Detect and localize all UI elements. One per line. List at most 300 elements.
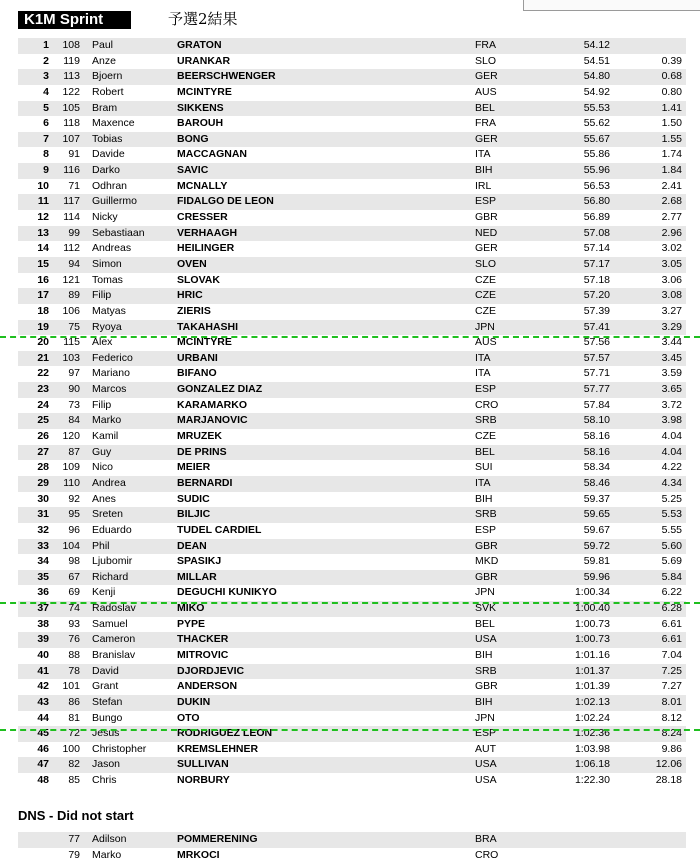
- table-row: [18, 398, 686, 414]
- last-name-cell: CRESSER: [177, 211, 228, 224]
- rank-cell: 32: [37, 523, 49, 536]
- gap-cell: 8.24: [661, 727, 682, 740]
- last-name-cell: DUKIN: [177, 695, 211, 708]
- rank-cell: 43: [37, 695, 49, 708]
- first-name-cell: Guillermo: [92, 195, 137, 208]
- last-name-cell: PYPE: [177, 617, 206, 630]
- bib-cell: 69: [68, 586, 80, 599]
- time-cell: 57.18: [583, 273, 610, 286]
- gap-cell: 0.68: [661, 70, 682, 83]
- bib-cell: 87: [68, 445, 80, 458]
- rank-cell: 30: [37, 492, 49, 505]
- table-row: [18, 101, 686, 117]
- gap-cell: 5.69: [661, 555, 682, 568]
- gap-cell: 6.61: [661, 617, 682, 630]
- rank-cell: 14: [37, 242, 49, 255]
- time-cell: 56.89: [583, 211, 610, 224]
- bib-cell: 106: [62, 304, 80, 317]
- time-cell: 57.14: [583, 242, 610, 255]
- nation-cell: USA: [475, 758, 497, 771]
- time-cell: 58.46: [583, 476, 610, 489]
- nation-cell: USA: [475, 633, 497, 646]
- first-name-cell: Mariano: [92, 367, 130, 380]
- time-cell: 59.65: [583, 508, 610, 521]
- last-name-cell: POMMERENING: [177, 833, 258, 845]
- time-cell: 55.96: [583, 164, 610, 177]
- rank-cell: 42: [37, 680, 49, 693]
- bib-cell: 72: [68, 727, 80, 740]
- nation-cell: SRB: [475, 664, 497, 677]
- table-row: [18, 320, 686, 336]
- last-name-cell: MRUZEK: [177, 430, 222, 443]
- nation-cell: AUS: [475, 336, 497, 349]
- nation-cell: CRO: [475, 848, 499, 861]
- table-row: [18, 210, 686, 226]
- first-name-cell: Grant: [92, 680, 119, 693]
- bib-cell: 103: [62, 351, 80, 364]
- table-row: [18, 163, 686, 179]
- nation-cell: CZE: [475, 304, 496, 317]
- bib-cell: 99: [68, 226, 80, 239]
- gap-cell: 2.68: [661, 195, 682, 208]
- last-name-cell: HRIC: [177, 289, 203, 302]
- gap-cell: 3.06: [661, 273, 682, 286]
- gap-cell: 6.22: [661, 586, 682, 599]
- first-name-cell: Kenji: [92, 586, 116, 599]
- time-cell: 1:03.98: [574, 742, 610, 755]
- table-row: [18, 664, 686, 680]
- nation-cell: BIH: [475, 164, 493, 177]
- bib-cell: 122: [62, 85, 80, 98]
- nation-cell: ITA: [475, 476, 491, 489]
- first-name-cell: Bjoern: [92, 70, 123, 83]
- bib-cell: 113: [63, 70, 80, 83]
- last-name-cell: ZIERIS: [177, 304, 211, 317]
- rank-cell: 37: [37, 602, 49, 615]
- time-cell: 54.51: [583, 54, 610, 67]
- nation-cell: MKD: [475, 555, 499, 568]
- bib-cell: 109: [62, 461, 80, 474]
- first-name-cell: Samuel: [92, 617, 128, 630]
- last-name-cell: RODRIGUEZ LEON: [177, 727, 273, 740]
- first-name-cell: Andrea: [92, 476, 126, 489]
- first-name-cell: Kamil: [92, 430, 119, 443]
- last-name-cell: BEERSCHWENGER: [177, 70, 276, 83]
- round-subtitle: 予選2結果: [168, 10, 238, 28]
- time-cell: 1:02.24: [574, 711, 610, 724]
- bib-cell: 101: [62, 680, 80, 693]
- bib-cell: 85: [68, 774, 80, 787]
- rank-cell: 18: [37, 304, 49, 317]
- table-row: [18, 460, 686, 476]
- time-cell: 1:02.36: [574, 727, 610, 740]
- first-name-cell: Adilson: [92, 833, 127, 845]
- time-cell: 57.39: [583, 304, 610, 317]
- bib-cell: 116: [63, 164, 80, 177]
- bib-cell: 89: [68, 289, 80, 302]
- nation-cell: ESP: [475, 523, 497, 536]
- rank-cell: 9: [43, 164, 49, 177]
- last-name-cell: ANDERSON: [177, 680, 238, 693]
- gap-cell: 5.55: [661, 523, 682, 536]
- gap-cell: 4.04: [661, 430, 682, 443]
- first-name-cell: Simon: [92, 257, 122, 270]
- gap-cell: 5.53: [661, 508, 682, 521]
- gap-cell: 8.01: [661, 695, 682, 708]
- bib-cell: 112: [63, 242, 80, 255]
- nation-cell: ITA: [475, 367, 491, 380]
- table-row: [18, 679, 686, 695]
- gap-cell: 3.05: [661, 257, 682, 270]
- last-name-cell: THACKER: [177, 633, 229, 646]
- gap-cell: 3.45: [661, 351, 682, 364]
- rank-cell: 46: [37, 742, 49, 755]
- time-cell: 58.16: [583, 430, 610, 443]
- first-name-cell: Filip: [92, 289, 112, 302]
- rank-cell: 29: [37, 476, 49, 489]
- rank-cell: 11: [37, 195, 49, 208]
- bib-cell: 81: [68, 711, 80, 724]
- last-name-cell: MCNALLY: [177, 179, 228, 192]
- bib-cell: 93: [68, 617, 80, 630]
- nation-cell: USA: [475, 774, 497, 787]
- last-name-cell: MCINTYRE: [177, 85, 232, 98]
- rank-cell: 1: [43, 39, 49, 51]
- first-name-cell: Paul: [92, 39, 114, 51]
- first-name-cell: Matyas: [92, 304, 126, 317]
- gap-cell: 1.74: [661, 148, 682, 161]
- rank-cell: 25: [37, 414, 49, 427]
- last-name-cell: BILJIC: [177, 508, 211, 521]
- table-row: [18, 773, 686, 789]
- first-name-cell: Branislav: [92, 648, 136, 661]
- rank-cell: 3: [43, 70, 49, 83]
- first-name-cell: Marko: [92, 414, 122, 427]
- nation-cell: BRA: [475, 833, 497, 845]
- gap-cell: 3.27: [661, 304, 682, 317]
- gap-cell: 1.55: [661, 132, 682, 145]
- dns-heading: DNS - Did not start: [18, 808, 134, 823]
- first-name-cell: Bram: [92, 101, 118, 114]
- nation-cell: CRO: [475, 398, 499, 411]
- first-name-cell: Nicky: [92, 211, 118, 224]
- rank-cell: 15: [37, 257, 49, 270]
- time-cell: 59.72: [583, 539, 610, 552]
- time-cell: 57.17: [583, 257, 610, 270]
- last-name-cell: KREMSLEHNER: [177, 742, 259, 755]
- last-name-cell: BONG: [177, 132, 209, 145]
- time-cell: 56.53: [583, 179, 610, 192]
- table-row: [18, 832, 686, 848]
- nation-cell: GER: [475, 70, 498, 83]
- nation-cell: FRA: [475, 39, 496, 51]
- time-cell: 1:01.39: [574, 680, 610, 693]
- time-cell: 1:01.37: [574, 664, 610, 677]
- last-name-cell: MILLAR: [177, 570, 217, 583]
- rank-cell: 38: [37, 617, 49, 630]
- gap-cell: 1.84: [661, 164, 682, 177]
- table-row: [18, 476, 686, 492]
- last-name-cell: OTO: [177, 711, 200, 724]
- time-cell: 1:00.34: [574, 586, 610, 599]
- nation-cell: BEL: [475, 101, 495, 114]
- nation-cell: JPN: [475, 320, 495, 333]
- first-name-cell: Tobias: [92, 132, 123, 145]
- time-cell: 55.67: [583, 132, 610, 145]
- nation-cell: IRL: [475, 179, 492, 192]
- nation-cell: GER: [475, 242, 498, 255]
- first-name-cell: Nico: [92, 461, 114, 474]
- bib-cell: 96: [68, 523, 80, 536]
- rank-cell: 8: [43, 148, 49, 161]
- first-name-cell: Davide: [92, 148, 125, 161]
- table-row: [18, 757, 686, 773]
- table-row: [18, 848, 686, 863]
- time-cell: 57.20: [583, 289, 610, 302]
- last-name-cell: DEAN: [177, 539, 207, 552]
- last-name-cell: TAKAHASHI: [177, 320, 239, 333]
- last-name-cell: GONZALEZ DIAZ: [177, 383, 263, 396]
- rank-cell: 24: [37, 398, 49, 411]
- first-name-cell: Ljubomir: [92, 555, 133, 568]
- gap-cell: 0.39: [661, 54, 682, 67]
- rank-cell: 40: [37, 648, 49, 661]
- time-cell: 57.41: [583, 320, 610, 333]
- bib-cell: 82: [68, 758, 80, 771]
- nation-cell: SLO: [475, 257, 497, 270]
- last-name-cell: GRATON: [177, 39, 222, 51]
- last-name-cell: OVEN: [177, 257, 207, 270]
- first-name-cell: Tomas: [92, 273, 123, 286]
- last-name-cell: MARJANOVIC: [177, 414, 248, 427]
- rank-cell: 34: [37, 555, 49, 568]
- last-name-cell: TUDEL CARDIEL: [177, 523, 262, 536]
- table-row: [18, 147, 686, 163]
- time-cell: 59.37: [583, 492, 610, 505]
- table-row: [18, 742, 686, 758]
- qualification-cutline: [0, 602, 700, 604]
- rank-cell: 27: [37, 445, 49, 458]
- gap-cell: 12.06: [655, 758, 682, 771]
- last-name-cell: SUDIC: [177, 492, 210, 505]
- gap-cell: 5.25: [661, 492, 682, 505]
- bib-cell: 100: [62, 742, 80, 755]
- table-row: [18, 492, 686, 508]
- gap-cell: 4.22: [661, 461, 682, 474]
- first-name-cell: Cameron: [92, 633, 136, 646]
- rank-cell: 36: [37, 586, 49, 599]
- table-row: [18, 554, 686, 570]
- table-row: [18, 179, 686, 195]
- bib-cell: 79: [68, 848, 80, 861]
- bib-cell: 107: [62, 132, 80, 145]
- time-cell: 59.81: [583, 555, 610, 568]
- gap-cell: 1.41: [661, 101, 682, 114]
- gap-cell: 2.96: [661, 226, 682, 239]
- nation-cell: CZE: [475, 430, 496, 443]
- bib-cell: 91: [68, 148, 80, 161]
- first-name-cell: Jesus: [92, 727, 120, 740]
- time-cell: 55.86: [583, 148, 610, 161]
- nation-cell: GBR: [475, 680, 498, 693]
- nation-cell: BEL: [475, 445, 495, 458]
- last-name-cell: URANKAR: [177, 54, 231, 67]
- rank-cell: 16: [37, 273, 49, 286]
- time-cell: 57.77: [583, 383, 610, 396]
- table-row: [18, 69, 686, 85]
- first-name-cell: Darko: [92, 164, 121, 177]
- last-name-cell: MITROVIC: [177, 648, 229, 661]
- time-cell: 54.80: [583, 70, 610, 83]
- bib-cell: 76: [68, 633, 80, 646]
- nation-cell: CZE: [475, 289, 496, 302]
- gap-cell: 3.02: [661, 242, 682, 255]
- last-name-cell: MEIER: [177, 461, 211, 474]
- bib-cell: 92: [68, 492, 80, 505]
- bib-cell: 105: [62, 101, 80, 114]
- nation-cell: GBR: [475, 211, 498, 224]
- time-cell: 1:06.18: [574, 758, 610, 771]
- rank-cell: 12: [37, 211, 49, 224]
- last-name-cell: DEGUCHI KUNIKYO: [177, 586, 277, 599]
- bib-cell: 74: [68, 602, 80, 615]
- nation-cell: ESP: [475, 195, 497, 208]
- gap-cell: 6.28: [661, 602, 682, 615]
- gap-cell: 8.12: [661, 711, 682, 724]
- bib-cell: 73: [68, 398, 80, 411]
- rank-cell: 4: [43, 85, 49, 98]
- gap-cell: 1.50: [661, 117, 682, 130]
- time-cell: 54.12: [583, 39, 610, 51]
- table-row: [18, 445, 686, 461]
- rank-cell: 21: [37, 351, 49, 364]
- rank-cell: 45: [37, 727, 49, 740]
- rank-cell: 19: [37, 320, 49, 333]
- table-row: [18, 273, 686, 289]
- first-name-cell: Filip: [92, 398, 112, 411]
- first-name-cell: Sebastiaan: [92, 226, 145, 239]
- rank-cell: 20: [37, 336, 49, 349]
- last-name-cell: NORBURY: [177, 774, 230, 787]
- rank-cell: 10: [37, 179, 49, 192]
- nation-cell: AUT: [475, 742, 496, 755]
- last-name-cell: FIDALGO DE LEON: [177, 195, 274, 208]
- gap-cell: 6.61: [661, 633, 682, 646]
- last-name-cell: SPASIKJ: [177, 555, 222, 568]
- nation-cell: NED: [475, 226, 498, 239]
- nation-cell: SRB: [475, 508, 497, 521]
- bib-cell: 98: [68, 555, 80, 568]
- table-row: [18, 304, 686, 320]
- table-row: [18, 695, 686, 711]
- table-row: [18, 617, 686, 633]
- gap-cell: 7.04: [661, 648, 682, 661]
- gap-cell: 3.59: [661, 367, 682, 380]
- table-row: [18, 38, 686, 54]
- time-cell: 1:00.40: [574, 602, 610, 615]
- rank-cell: 26: [37, 430, 49, 443]
- last-name-cell: BIFANO: [177, 367, 217, 380]
- bib-cell: 115: [63, 336, 80, 349]
- gap-cell: 9.86: [661, 742, 682, 755]
- time-cell: 57.56: [583, 336, 610, 349]
- first-name-cell: Marko: [92, 848, 122, 861]
- last-name-cell: URBANI: [177, 351, 218, 364]
- table-row: [18, 570, 686, 586]
- first-name-cell: Andreas: [92, 242, 132, 255]
- table-row: [18, 366, 686, 382]
- first-name-cell: Marcos: [92, 383, 127, 396]
- bib-cell: 86: [68, 695, 80, 708]
- results-table: [18, 38, 686, 789]
- nation-cell: GBR: [475, 570, 498, 583]
- table-row: [18, 85, 686, 101]
- last-name-cell: DJORDJEVIC: [177, 664, 245, 677]
- time-cell: 57.57: [583, 351, 610, 364]
- rank-cell: 7: [43, 132, 49, 145]
- window-frame-edge: [523, 0, 700, 11]
- time-cell: 56.80: [583, 195, 610, 208]
- last-name-cell: MIKO: [177, 602, 205, 615]
- last-name-cell: HEILINGER: [177, 242, 235, 255]
- time-cell: 54.92: [583, 85, 610, 98]
- gap-cell: 7.25: [661, 664, 682, 677]
- gap-cell: 7.27: [661, 680, 682, 693]
- first-name-cell: Robert: [92, 85, 124, 98]
- rank-cell: 48: [37, 774, 49, 787]
- last-name-cell: SIKKENS: [177, 101, 224, 114]
- bib-cell: 88: [68, 648, 80, 661]
- last-name-cell: BERNARDI: [177, 476, 233, 489]
- bib-cell: 67: [68, 570, 80, 583]
- first-name-cell: Guy: [92, 445, 112, 458]
- bib-cell: 71: [68, 179, 80, 192]
- time-cell: 57.08: [583, 226, 610, 239]
- first-name-cell: Bungo: [92, 711, 123, 724]
- last-name-cell: KARAMARKO: [177, 398, 247, 411]
- bib-cell: 78: [68, 664, 80, 677]
- time-cell: 1:00.73: [574, 617, 610, 630]
- first-name-cell: Jason: [92, 758, 121, 771]
- table-row: [18, 632, 686, 648]
- gap-cell: 3.08: [661, 289, 682, 302]
- time-cell: 1:22.30: [574, 774, 610, 787]
- nation-cell: GBR: [475, 539, 498, 552]
- bib-cell: 108: [62, 39, 80, 51]
- last-name-cell: SAVIC: [177, 164, 209, 177]
- table-row: [18, 351, 686, 367]
- nation-cell: BIH: [475, 695, 493, 708]
- last-name-cell: SULLIVAN: [177, 758, 229, 771]
- first-name-cell: Federico: [92, 351, 133, 364]
- bib-cell: 90: [68, 383, 80, 396]
- gap-cell: 3.44: [661, 336, 682, 349]
- gap-cell: 2.77: [661, 211, 682, 224]
- time-cell: 1:02.13: [574, 695, 610, 708]
- time-cell: 58.16: [583, 445, 610, 458]
- rank-cell: 33: [37, 539, 49, 552]
- rank-cell: 41: [37, 664, 49, 677]
- first-name-cell: Ryoya: [92, 320, 122, 333]
- time-cell: 55.62: [583, 117, 610, 130]
- time-cell: 59.67: [583, 523, 610, 536]
- gap-cell: 28.18: [655, 774, 682, 787]
- gap-cell: 2.41: [661, 179, 682, 192]
- first-name-cell: Maxence: [92, 117, 135, 130]
- bib-cell: 104: [62, 539, 80, 552]
- nation-cell: CZE: [475, 273, 496, 286]
- nation-cell: ITA: [475, 351, 491, 364]
